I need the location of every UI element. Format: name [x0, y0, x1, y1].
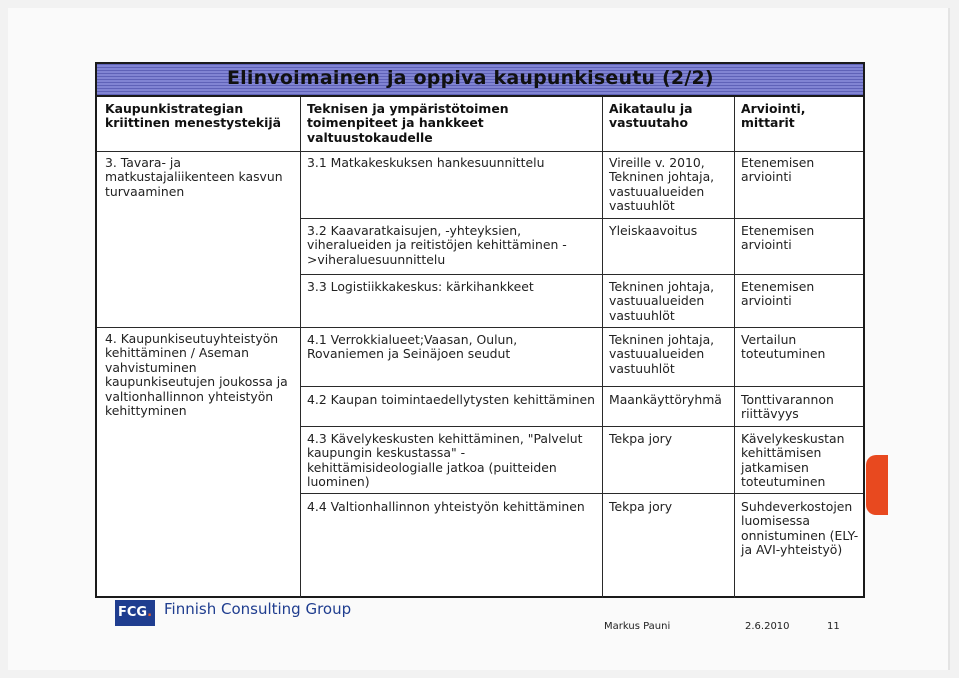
- grid-line: [734, 97, 735, 598]
- header-critical-factor: Kaupunkistrategian kriittinen menestystekijä: [105, 101, 282, 131]
- metric-3-3: Etenemisen arviointi: [741, 279, 815, 309]
- measure-3-1: 3.1 Matkakeskuksen hankesuunnittelu: [307, 155, 545, 170]
- logo-dot: .: [147, 605, 153, 620]
- footer-page-number: 11: [827, 621, 840, 632]
- company-name: Finnish Consulting Group: [164, 600, 352, 618]
- slide-title: Elinvoimainen ja oppiva kaupunkiseutu (2/2): [227, 67, 714, 89]
- metric-3-2: Etenemisen arviointi: [741, 223, 815, 253]
- grid-line: [97, 151, 863, 152]
- red-tab-marker: [866, 455, 888, 515]
- schedule-4-3: Tekpa jory: [609, 431, 673, 446]
- grid-line: [97, 327, 863, 328]
- metric-3-1: Etenemisen arviointi: [741, 155, 815, 185]
- grid-line: [300, 386, 863, 387]
- grid-line: [300, 426, 863, 427]
- title-bar: [97, 64, 863, 97]
- grid-line: [602, 97, 603, 598]
- measure-3-2: 3.2 Kaavaratkaisujen, -yhteyksien, viheralueiden ja reitistöjen kehittäminen ->viheraluesuunnittelu: [307, 223, 567, 267]
- factor-4: 4. Kaupunkiseutuyhteistyön kehittäminen / Aseman vahvistuminen kaupunkiseutujen joukossa ja valtionhallinnon yhteistyön kehittyminen: [105, 331, 288, 419]
- measure-4-1: 4.1 Verrokkialueet;Vaasan, Oulun, Rovaniemen ja Seinäjoen seudut: [307, 332, 518, 362]
- metric-4-2: Tonttivarannon riittävyys: [741, 392, 834, 422]
- schedule-4-4: Tekpa jory: [609, 499, 673, 514]
- measure-4-4: 4.4 Valtionhallinnon yhteistyön kehittäminen: [307, 499, 585, 514]
- factor-3: 3. Tavara- ja matkustajaliikenteen kasvun turvaaminen: [105, 155, 283, 199]
- grid-line: [300, 493, 863, 494]
- header-schedule: Aikataulu ja vastuutaho: [609, 101, 693, 131]
- schedule-3-1: Vireille v. 2010, Tekninen johtaja, vastuualueiden vastuuhlöt: [609, 155, 715, 214]
- schedule-3-3: Tekninen johtaja, vastuualueiden vastuuhlöt: [609, 279, 715, 323]
- metric-4-4: Suhdeverkostojen luomisessa onnistuminen (ELY- ja AVI-yhteistyö): [741, 499, 859, 558]
- schedule-4-1: Tekninen johtaja, vastuualueiden vastuuhlöt: [609, 332, 715, 376]
- footer-date: 2.6.2010: [745, 621, 790, 632]
- grid-line: [300, 97, 301, 598]
- metric-4-1: Vertailun toteutuminen: [741, 332, 826, 362]
- fcg-logo: [115, 600, 155, 626]
- measure-4-2: 4.2 Kaupan toimintaedellytysten kehittäminen: [307, 392, 595, 407]
- footer-author: Markus Pauni: [604, 621, 671, 632]
- grid-line: [300, 274, 863, 275]
- schedule-4-2: Maankäyttöryhmä: [609, 392, 722, 407]
- slide-table: [95, 62, 865, 598]
- logo-text: FCG: [117, 605, 148, 620]
- header-metrics: Arviointi, mittarit: [741, 101, 806, 131]
- measure-4-3: 4.3 Kävelykeskusten kehittäminen, "Palvelut kaupungin keskustassa" - kehittämisideologialle jatkoa (puitteiden luominen): [307, 431, 583, 490]
- grid-line: [300, 218, 863, 219]
- metric-4-3: Kävelykeskustan kehittämisen jatkamisen toteutuminen: [741, 431, 845, 490]
- header-measures: Teknisen ja ympäristötoimen toimenpiteet ja hankkeet valtuustokaudelle: [307, 101, 509, 145]
- measure-3-3: 3.3 Logistiikkakeskus: kärkihankkeet: [307, 279, 534, 294]
- schedule-3-2: Yleiskaavoitus: [609, 223, 698, 238]
